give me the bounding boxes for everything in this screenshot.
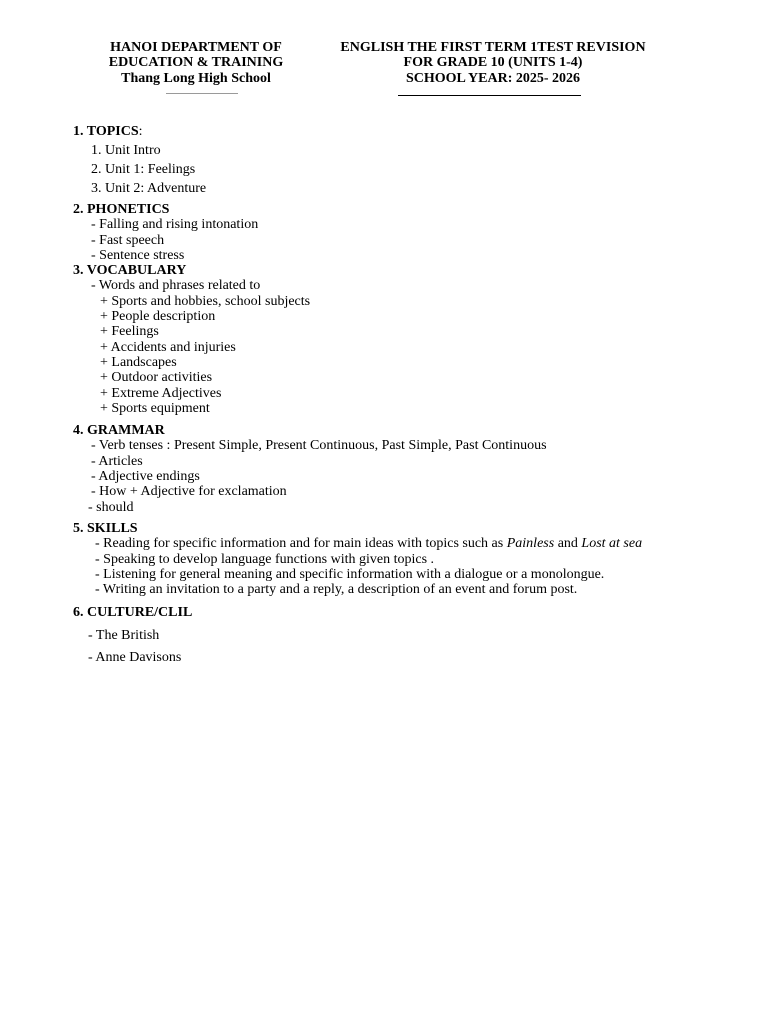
list-item: + Sports equipment	[100, 400, 210, 416]
document-grade: FOR GRADE 10 (UNITS 1-4)	[403, 55, 583, 71]
topics-colon: :	[138, 124, 143, 139]
list-item: 1. Unit Intro	[91, 143, 161, 158]
list-item: 2. Unit 1: Feelings	[91, 162, 196, 177]
list-item: + People description	[100, 309, 216, 325]
document-title-header	[328, 40, 658, 86]
reading-text: - Reading for specific information and for main ideas with topics such as	[95, 536, 507, 552]
phonetics-section	[73, 202, 733, 263]
reading-conjunction: and	[554, 536, 582, 552]
vocabulary-heading: 3. VOCABULARY	[73, 263, 187, 279]
topics-heading	[73, 124, 733, 139]
school-name: Thang Long High School	[121, 70, 271, 86]
list-item: - The British	[88, 627, 160, 643]
phonetics-heading: 2. PHONETICS	[73, 202, 170, 217]
list-item: + Feelings	[100, 324, 159, 340]
department-header	[100, 40, 292, 86]
list-item: - Listening for general meaning and specific information with a dialogue or a monolongue.	[95, 566, 605, 582]
list-item: - Writing an invitation to a party and a reply, a description of an event and forum post.	[95, 582, 578, 598]
department-line-2: EDUCATION & TRAINING	[108, 55, 284, 71]
header-left-divider	[166, 93, 238, 94]
header-right-divider	[398, 95, 581, 96]
culture-heading: 6. CULTURE/CLIL	[73, 605, 193, 621]
grammar-section	[73, 423, 733, 515]
department-line-1: HANOI DEPARTMENT OF	[110, 40, 282, 55]
vocabulary-intro: - Words and phrases related to	[91, 278, 261, 294]
skills-heading: 5. SKILLS	[73, 520, 138, 536]
list-item: - Verb tenses : Present Simple, Present Continuous, Past Simple, Past Continuous	[91, 438, 547, 454]
document-title: ENGLISH THE FIRST TERM 1TEST REVISION	[340, 40, 646, 55]
list-item: 3. Unit 2: Adventure	[91, 181, 207, 196]
reading-topic-painless: Painless	[506, 536, 555, 552]
list-item: + Extreme Adjectives	[100, 385, 222, 401]
list-item: - Anne Davisons	[88, 650, 182, 666]
list-item: - Sentence stress	[91, 247, 185, 263]
revision-content	[73, 124, 733, 665]
vocabulary-section	[73, 263, 733, 416]
list-item: + Landscapes	[100, 354, 177, 370]
reading-topic-lost-at-sea: Lost at sea	[581, 536, 643, 552]
list-item: - Adjective endings	[91, 469, 200, 485]
topics-section	[73, 124, 733, 198]
list-item: - Speaking to develop language functions with given topics .	[95, 551, 435, 567]
list-item: + Accidents and injuries	[100, 339, 236, 355]
grammar-heading: 4. GRAMMAR	[73, 423, 165, 439]
list-item: - How + Adjective for exclamation	[91, 484, 287, 500]
list-item: - Fast speech	[91, 232, 165, 248]
skills-section	[73, 521, 733, 597]
list-item: + Sports and hobbies, school subjects	[100, 293, 311, 309]
list-item	[73, 536, 733, 551]
topics-title: 1. TOPICS	[73, 124, 139, 139]
list-item: - should	[88, 499, 134, 515]
culture-section	[73, 605, 733, 665]
list-item: + Outdoor activities	[100, 370, 213, 386]
school-year: SCHOOL YEAR: 2025- 2026	[405, 70, 581, 86]
list-item: - Articles	[91, 453, 143, 469]
list-item: - Falling and rising intonation	[91, 217, 259, 233]
